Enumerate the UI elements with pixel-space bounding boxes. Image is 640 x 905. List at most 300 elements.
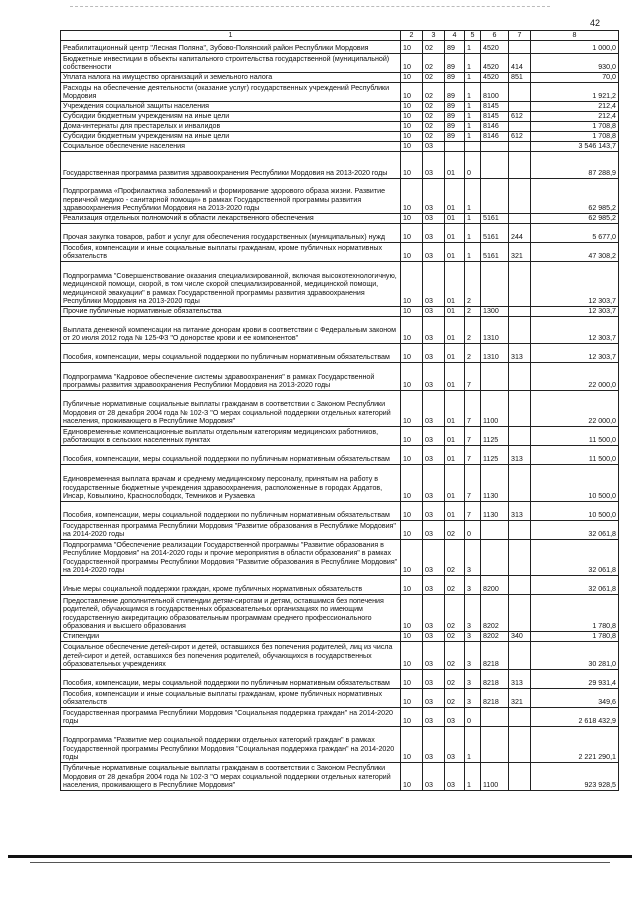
row-code-cell: 02: [423, 54, 445, 73]
row-code-cell: 10: [401, 102, 423, 112]
row-code-cell: 4520: [481, 41, 509, 54]
row-code-cell: 10: [401, 521, 423, 540]
row-amount-cell: 32 061,8: [531, 540, 619, 576]
row-code-cell: 01: [445, 502, 465, 521]
row-code-cell: 89: [445, 122, 465, 132]
row-code-cell: 10: [401, 122, 423, 132]
row-code-cell: 8202: [481, 595, 509, 632]
row-amount-cell: 11 500,0: [531, 446, 619, 465]
row-code-cell: 02: [445, 670, 465, 689]
row-code-cell: 10: [401, 502, 423, 521]
row-code-cell: 1130: [481, 465, 509, 502]
row-amount-cell: 12 303,7: [531, 307, 619, 317]
row-code-cell: 10: [401, 224, 423, 243]
row-code-cell: 03: [423, 540, 445, 576]
row-code-cell: 01: [445, 317, 465, 344]
row-code-cell: 01: [445, 243, 465, 262]
row-code-cell: 03: [423, 670, 445, 689]
page-number: 42: [590, 18, 601, 28]
row-code-cell: [509, 391, 531, 427]
table-row: [61, 763, 619, 791]
row-code-cell: 10: [401, 642, 423, 670]
row-amount-cell: 12 303,7: [531, 317, 619, 344]
row-code-cell: 3: [465, 642, 481, 670]
row-code-cell: 02: [423, 122, 445, 132]
row-code-cell: 02: [423, 112, 445, 122]
row-code-cell: 03: [423, 708, 445, 727]
row-code-cell: 10: [401, 317, 423, 344]
row-code-cell: 10: [401, 727, 423, 763]
row-code-cell: 1: [465, 132, 481, 142]
row-code-cell: 3: [465, 540, 481, 576]
row-amount-cell: 11 500,0: [531, 427, 619, 446]
row-code-cell: [509, 41, 531, 54]
table-row: [61, 214, 619, 224]
table-row: [61, 54, 619, 73]
row-code-cell: 01: [445, 427, 465, 446]
row-code-cell: 0: [465, 152, 481, 179]
row-code-cell: 10: [401, 142, 423, 152]
row-code-cell: 02: [445, 689, 465, 708]
row-name-cell: Пособия, компенсации, меры социальной поддержки по публичным нормативным обязательствам: [61, 502, 401, 521]
row-code-cell: 2: [465, 317, 481, 344]
row-code-cell: 02: [445, 642, 465, 670]
row-code-cell: 02: [445, 595, 465, 632]
row-name-cell: Подпрограмма "Развитие мер социальной поддержки отдельных категорий граждан" в рамках Государственной программы Республики Мордовия "Социальная поддержка граждан" на 2014-2020 годы: [61, 727, 401, 763]
budget-table: [60, 30, 619, 791]
row-code-cell: 5161: [481, 214, 509, 224]
row-code-cell: 10: [401, 670, 423, 689]
table-row: [61, 632, 619, 642]
row-code-cell: 10: [401, 595, 423, 632]
row-amount-cell: 70,0: [531, 73, 619, 83]
row-amount-cell: 10 500,0: [531, 465, 619, 502]
column-header: 3: [423, 31, 445, 41]
row-code-cell: 03: [423, 595, 445, 632]
row-name-cell: Субсидии бюджетным учреждениям на иные цели: [61, 112, 401, 122]
row-name-cell: Выплата денежной компенсации на питание донорам крови в соответствии с Федеральным законом от 20 июля 2012 года № 125-ФЗ "О донорстве крови и ее компонентов": [61, 317, 401, 344]
row-code-cell: 3: [465, 670, 481, 689]
column-header: 7: [509, 31, 531, 41]
row-amount-cell: 62 985,2: [531, 179, 619, 214]
row-code-cell: 10: [401, 763, 423, 791]
row-code-cell: 5161: [481, 243, 509, 262]
row-amount-cell: 1 780,8: [531, 595, 619, 632]
table-row: [61, 317, 619, 344]
row-code-cell: 89: [445, 132, 465, 142]
row-code-cell: 851: [509, 73, 531, 83]
row-code-cell: 1: [465, 763, 481, 791]
bottom-scan-border: [8, 855, 632, 858]
row-code-cell: [481, 152, 509, 179]
row-amount-cell: 1 708,8: [531, 132, 619, 142]
row-code-cell: [481, 179, 509, 214]
row-amount-cell: 1 921,2: [531, 83, 619, 102]
row-code-cell: 10: [401, 391, 423, 427]
row-name-cell: Реализация отдельных полномочий в области лекарственного обеспечения: [61, 214, 401, 224]
row-amount-cell: 923 928,5: [531, 763, 619, 791]
row-code-cell: 8146: [481, 122, 509, 132]
row-amount-cell: 1 780,8: [531, 632, 619, 642]
row-code-cell: 2: [465, 344, 481, 363]
row-code-cell: [481, 540, 509, 576]
row-name-cell: Подпрограмма "Совершенствование оказания специализированной, включая высокотехнологичную, медицинской помощи, скорой, в том числе скорой специализированной, медицинской помощи, медицинской эвакуации" в рамках Государственной программы развития здравоохранения Республики Мордовия на 2013-2020 годы: [61, 262, 401, 307]
row-code-cell: 03: [423, 262, 445, 307]
row-code-cell: 1: [465, 54, 481, 73]
row-code-cell: 03: [423, 243, 445, 262]
row-code-cell: 01: [445, 465, 465, 502]
table-row: [61, 122, 619, 132]
row-name-cell: Учреждения социальной защиты населения: [61, 102, 401, 112]
row-code-cell: 03: [423, 576, 445, 595]
table-row: [61, 142, 619, 152]
row-code-cell: 03: [423, 502, 445, 521]
row-code-cell: [509, 521, 531, 540]
row-name-cell: Пособия, компенсации и иные социальные выплаты гражданам, кроме публичных нормативных обязательств: [61, 689, 401, 708]
row-code-cell: 1: [465, 179, 481, 214]
table-row: [61, 446, 619, 465]
row-amount-cell: 47 308,2: [531, 243, 619, 262]
row-code-cell: 1: [465, 122, 481, 132]
row-code-cell: 02: [445, 540, 465, 576]
row-code-cell: 8218: [481, 689, 509, 708]
row-name-cell: Единовременная выплата врачам и среднему медицинскому персоналу, принятым на работу в государственные бюджетные учреждения здравоохранения, расположенные в городах Ардатов, Инсар, Ковылкино, Краснослободск, Темников и Рузаевка: [61, 465, 401, 502]
row-code-cell: 10: [401, 132, 423, 142]
table-row: [61, 132, 619, 142]
row-amount-cell: 212,4: [531, 102, 619, 112]
row-code-cell: 10: [401, 41, 423, 54]
row-code-cell: 10: [401, 307, 423, 317]
row-code-cell: 340: [509, 632, 531, 642]
table-row: [61, 112, 619, 122]
column-header: 8: [531, 31, 619, 41]
table-row: [61, 427, 619, 446]
row-code-cell: [509, 727, 531, 763]
row-code-cell: 10: [401, 83, 423, 102]
row-code-cell: 1: [465, 243, 481, 262]
row-code-cell: 612: [509, 132, 531, 142]
row-amount-cell: 32 061,8: [531, 576, 619, 595]
row-code-cell: 0: [465, 708, 481, 727]
row-code-cell: [481, 262, 509, 307]
row-code-cell: 8146: [481, 132, 509, 142]
row-code-cell: 02: [423, 73, 445, 83]
row-code-cell: 1300: [481, 307, 509, 317]
row-name-cell: Подпрограмма "Кадровое обеспечение системы здравоохранения" в рамках Государственной программы развития здравоохранения Республики Мордовия на 2013-2020 годы: [61, 363, 401, 391]
row-name-cell: Государственная программа Республики Мордовия "Развитие образования в Республике Мордовия" на 2014-2020 годы: [61, 521, 401, 540]
table-row: [61, 262, 619, 307]
row-name-cell: Государственная программа Республики Мордовия "Социальная поддержка граждан" на 2014-2020 годы: [61, 708, 401, 727]
column-header: 5: [465, 31, 481, 41]
row-code-cell: [465, 142, 481, 152]
row-code-cell: 244: [509, 224, 531, 243]
row-code-cell: 1310: [481, 344, 509, 363]
row-code-cell: 8218: [481, 670, 509, 689]
row-amount-cell: 1 000,0: [531, 41, 619, 54]
row-amount-cell: 30 281,0: [531, 642, 619, 670]
row-code-cell: 10: [401, 446, 423, 465]
row-name-cell: Пособия, компенсации, меры социальной поддержки по публичным нормативным обязательствам: [61, 670, 401, 689]
table-row: [61, 152, 619, 179]
row-code-cell: [481, 363, 509, 391]
row-code-cell: [481, 142, 509, 152]
row-code-cell: 01: [445, 224, 465, 243]
row-amount-cell: 212,4: [531, 112, 619, 122]
table-row: [61, 540, 619, 576]
row-code-cell: 10: [401, 427, 423, 446]
row-code-cell: 89: [445, 83, 465, 102]
row-code-cell: 03: [423, 632, 445, 642]
row-code-cell: 612: [509, 112, 531, 122]
row-code-cell: 10: [401, 689, 423, 708]
row-code-cell: [509, 465, 531, 502]
row-code-cell: [509, 214, 531, 224]
row-amount-cell: 3 546 143,7: [531, 142, 619, 152]
row-code-cell: 1: [465, 224, 481, 243]
row-code-cell: 03: [423, 307, 445, 317]
row-code-cell: 03: [423, 142, 445, 152]
row-code-cell: 03: [423, 214, 445, 224]
row-code-cell: 02: [423, 102, 445, 112]
row-code-cell: 03: [445, 727, 465, 763]
row-code-cell: 1310: [481, 317, 509, 344]
row-code-cell: 03: [423, 427, 445, 446]
row-code-cell: 5161: [481, 224, 509, 243]
table-row: [61, 595, 619, 632]
table-row: [61, 642, 619, 670]
row-code-cell: 02: [423, 83, 445, 102]
table-row: [61, 344, 619, 363]
row-code-cell: 7: [465, 502, 481, 521]
row-code-cell: [445, 142, 465, 152]
row-code-cell: 1: [465, 112, 481, 122]
row-code-cell: [509, 642, 531, 670]
row-code-cell: 8100: [481, 83, 509, 102]
row-code-cell: 4520: [481, 54, 509, 73]
row-name-cell: Социальное обеспечение населения: [61, 142, 401, 152]
column-header: 6: [481, 31, 509, 41]
row-code-cell: 10: [401, 112, 423, 122]
row-code-cell: 8218: [481, 642, 509, 670]
row-amount-cell: 2 221 290,1: [531, 727, 619, 763]
row-code-cell: 414: [509, 54, 531, 73]
row-code-cell: 01: [445, 179, 465, 214]
row-code-cell: 1130: [481, 502, 509, 521]
row-name-cell: Подпрограмма «Профилактика заболеваний и формирование здорового образа жизни. Развитие первичной медико - санитарной помощи» в рамках Государственной программы развития здравоохранения Республики Мордовия на 2013-2020 годы: [61, 179, 401, 214]
row-code-cell: 10: [401, 152, 423, 179]
table-row: [61, 363, 619, 391]
row-code-cell: 03: [423, 727, 445, 763]
row-name-cell: Уплата налога на имущество организаций и земельного налога: [61, 73, 401, 83]
row-code-cell: 7: [465, 446, 481, 465]
row-code-cell: [509, 317, 531, 344]
row-name-cell: Публичные нормативные социальные выплаты гражданам в соответствии с Законом Республики Мордовия от 28 декабря 2004 года № 102-З "О мерах социальной поддержки отдельных категорий населения, проживающего в Республике Мордовия": [61, 391, 401, 427]
row-code-cell: 03: [423, 642, 445, 670]
table-row: [61, 670, 619, 689]
row-name-cell: Иные меры социальной поддержки граждан, кроме публичных нормативных обязательств: [61, 576, 401, 595]
row-code-cell: 1: [465, 727, 481, 763]
row-code-cell: [509, 363, 531, 391]
row-code-cell: [509, 102, 531, 112]
row-code-cell: 01: [445, 307, 465, 317]
row-code-cell: 3: [465, 595, 481, 632]
row-code-cell: 7: [465, 391, 481, 427]
row-code-cell: 03: [423, 465, 445, 502]
row-name-cell: Пособия, компенсации и иные социальные выплаты гражданам, кроме публичных нормативных обязательств: [61, 243, 401, 262]
row-code-cell: 313: [509, 670, 531, 689]
row-amount-cell: 22 000,0: [531, 391, 619, 427]
table-row: [61, 502, 619, 521]
table-row: [61, 243, 619, 262]
row-code-cell: 1: [465, 73, 481, 83]
row-code-cell: [509, 152, 531, 179]
row-code-cell: 7: [465, 363, 481, 391]
row-code-cell: 0: [465, 521, 481, 540]
row-name-cell: Подпрограмма "Обеспечение реализации Государственной программы "Развитие образования в Республике Мордовия" на 2014-2020 годы и прочие мероприятия в области образования" в рамках Государственной программы Республики Мордовия "Развитие образования в Республике Мордовия" на 2014-2020 годы: [61, 540, 401, 576]
column-header: 4: [445, 31, 465, 41]
row-code-cell: 89: [445, 41, 465, 54]
row-name-cell: Социальное обеспечение детей-сирот и детей, оставшихся без попечения родителей, лиц из числа детей-сирот и детей, оставшихся без попечения родителей, обучающихся в государственных образовательных учреждениях: [61, 642, 401, 670]
table-row: [61, 224, 619, 243]
row-code-cell: 321: [509, 243, 531, 262]
row-code-cell: 2: [465, 307, 481, 317]
row-code-cell: [509, 122, 531, 132]
row-code-cell: 8145: [481, 112, 509, 122]
row-name-cell: Прочие публичные нормативные обязательства: [61, 307, 401, 317]
row-code-cell: 313: [509, 502, 531, 521]
row-code-cell: 10: [401, 363, 423, 391]
row-name-cell: Стипендии: [61, 632, 401, 642]
row-code-cell: 1125: [481, 446, 509, 465]
row-code-cell: 10: [401, 73, 423, 83]
row-name-cell: Прочая закупка товаров, работ и услуг для обеспечения государственных (муниципальных) нужд: [61, 224, 401, 243]
row-name-cell: Публичные нормативные социальные выплаты гражданам в соответствии с Законом Республики Мордовия от 28 декабря 2004 года № 102-З "О мерах социальной поддержки отдельных категорий населения, проживающего в Республике Мордовия": [61, 763, 401, 791]
row-code-cell: 1: [465, 102, 481, 112]
table-row: [61, 391, 619, 427]
row-code-cell: 03: [423, 224, 445, 243]
row-code-cell: 10: [401, 243, 423, 262]
row-code-cell: 01: [445, 214, 465, 224]
table-header-row: [61, 31, 619, 41]
row-code-cell: 10: [401, 632, 423, 642]
row-amount-cell: 10 500,0: [531, 502, 619, 521]
column-header: 1: [61, 31, 401, 41]
scan-edge-line: [70, 6, 550, 7]
row-name-cell: Предоставление дополнительной стипендии детям-сиротам и детям, оставшимся без попечения родителей, обучающимся в государственных образовательных организациях по имеющим государственную аккредитацию образовательным программам среднего профессионального образования и высшего образования: [61, 595, 401, 632]
row-code-cell: [509, 307, 531, 317]
row-code-cell: [509, 179, 531, 214]
row-code-cell: [509, 708, 531, 727]
row-code-cell: 03: [423, 152, 445, 179]
row-code-cell: 89: [445, 73, 465, 83]
bottom-scan-line: [30, 862, 610, 863]
row-name-cell: Дома-интернаты для престарелых и инвалидов: [61, 122, 401, 132]
row-code-cell: 8200: [481, 576, 509, 595]
row-code-cell: 02: [423, 41, 445, 54]
row-code-cell: 03: [423, 317, 445, 344]
table-row: [61, 521, 619, 540]
table-row: [61, 576, 619, 595]
row-code-cell: 10: [401, 262, 423, 307]
row-code-cell: 89: [445, 112, 465, 122]
row-code-cell: 89: [445, 54, 465, 73]
row-code-cell: 03: [423, 689, 445, 708]
table-row: [61, 73, 619, 83]
table-body: [61, 41, 619, 791]
row-code-cell: 03: [423, 344, 445, 363]
row-code-cell: 8202: [481, 632, 509, 642]
table-row: [61, 465, 619, 502]
table-row: [61, 41, 619, 54]
row-code-cell: 01: [445, 152, 465, 179]
row-amount-cell: 32 061,8: [531, 521, 619, 540]
table-row: [61, 727, 619, 763]
row-amount-cell: 12 303,7: [531, 344, 619, 363]
row-code-cell: 03: [445, 708, 465, 727]
row-amount-cell: 349,6: [531, 689, 619, 708]
table-row: [61, 689, 619, 708]
row-code-cell: 1100: [481, 763, 509, 791]
row-name-cell: Государственная программа развития здравоохранения Республики Мордовия на 2013-2020 годы: [61, 152, 401, 179]
row-code-cell: [481, 727, 509, 763]
row-code-cell: 1125: [481, 427, 509, 446]
row-code-cell: [509, 576, 531, 595]
row-code-cell: 03: [445, 763, 465, 791]
row-code-cell: 1100: [481, 391, 509, 427]
row-code-cell: [509, 540, 531, 576]
row-code-cell: 01: [445, 262, 465, 307]
row-code-cell: 03: [423, 179, 445, 214]
table-row: [61, 83, 619, 102]
table-row: [61, 102, 619, 112]
row-code-cell: 02: [445, 632, 465, 642]
row-code-cell: [509, 83, 531, 102]
row-code-cell: 2: [465, 262, 481, 307]
row-code-cell: [509, 427, 531, 446]
row-code-cell: 10: [401, 540, 423, 576]
column-header: 2: [401, 31, 423, 41]
row-code-cell: 10: [401, 54, 423, 73]
row-code-cell: 02: [423, 132, 445, 142]
row-code-cell: 03: [423, 763, 445, 791]
row-amount-cell: 930,0: [531, 54, 619, 73]
row-code-cell: 10: [401, 179, 423, 214]
row-code-cell: [509, 763, 531, 791]
row-code-cell: 01: [445, 363, 465, 391]
row-name-cell: Реабилитационный центр "Лесная Поляна", Зубово-Полянский район Республики Мордовия: [61, 41, 401, 54]
row-code-cell: 01: [445, 446, 465, 465]
row-code-cell: 10: [401, 344, 423, 363]
row-amount-cell: 29 931,4: [531, 670, 619, 689]
row-code-cell: 10: [401, 708, 423, 727]
row-code-cell: 03: [423, 391, 445, 427]
table-row: [61, 307, 619, 317]
row-code-cell: 4520: [481, 73, 509, 83]
row-code-cell: 3: [465, 632, 481, 642]
row-code-cell: 10: [401, 576, 423, 595]
row-code-cell: 1: [465, 214, 481, 224]
row-name-cell: Пособия, компенсации, меры социальной поддержки по публичным нормативным обязательствам: [61, 344, 401, 363]
row-name-cell: Расходы на обеспечение деятельности (оказание услуг) государственных учреждений Республики Мордовия: [61, 83, 401, 102]
row-code-cell: 321: [509, 689, 531, 708]
row-code-cell: 89: [445, 102, 465, 112]
row-code-cell: 01: [445, 344, 465, 363]
row-code-cell: 02: [445, 576, 465, 595]
row-code-cell: 3: [465, 689, 481, 708]
row-code-cell: 02: [445, 521, 465, 540]
row-code-cell: [509, 595, 531, 632]
row-code-cell: 8145: [481, 102, 509, 112]
